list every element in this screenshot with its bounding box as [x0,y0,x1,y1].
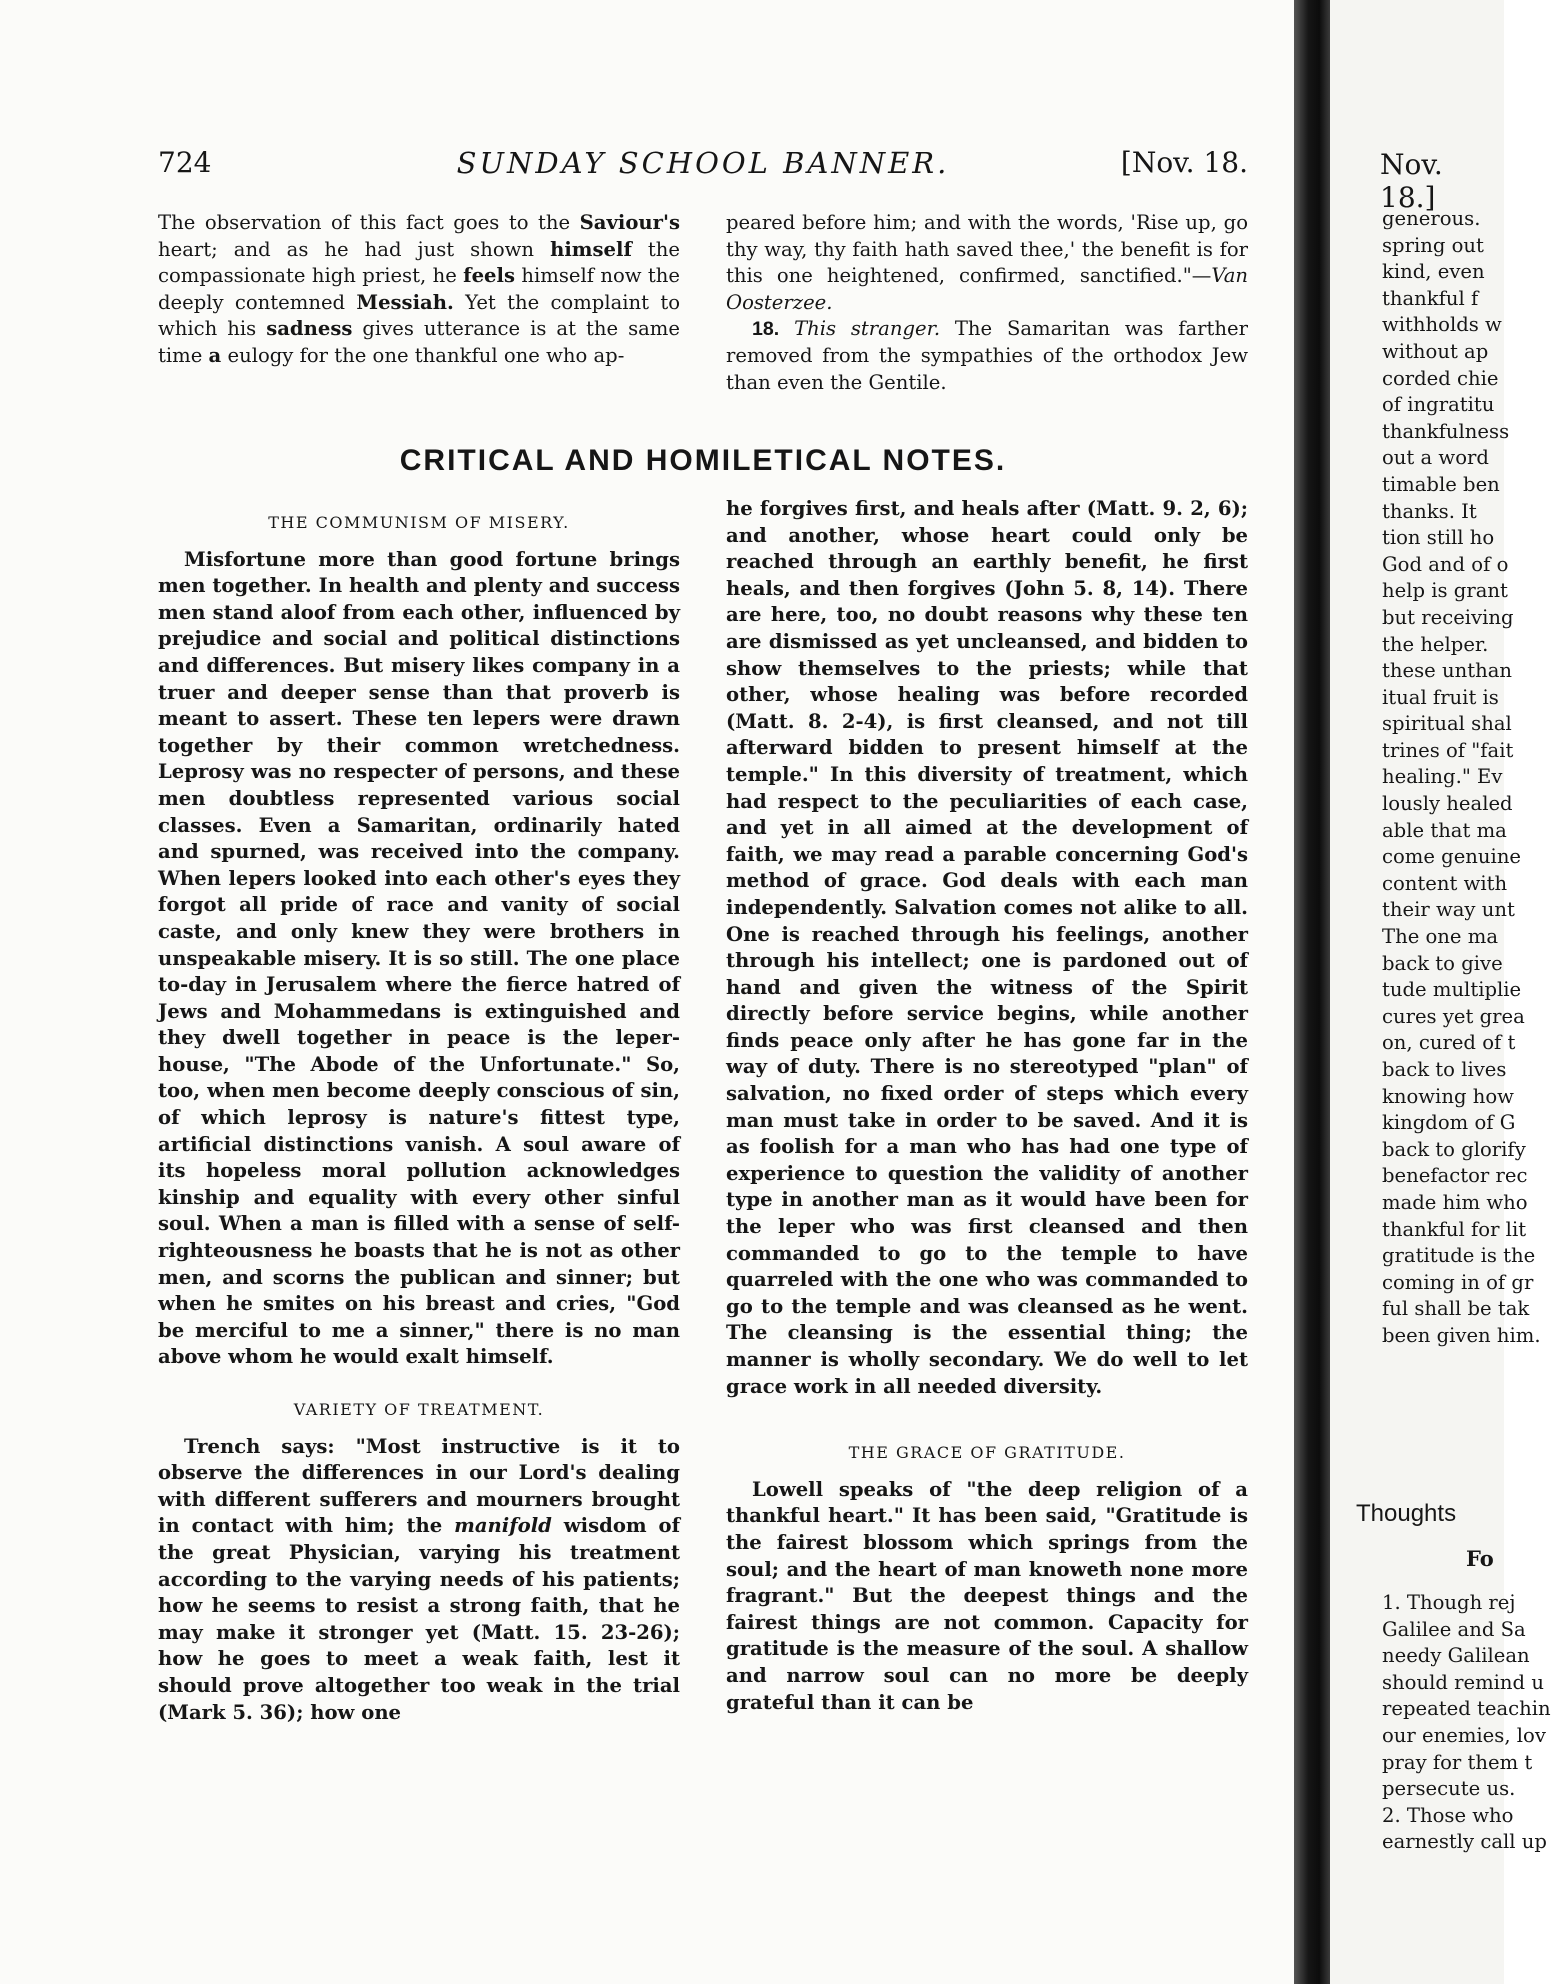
text-line: benefactor rec [1382,1164,1528,1188]
text-line: thankfulness [1382,419,1510,443]
text-line: able that ma [1382,818,1507,842]
text-run: The observation of this fact goes to the [158,211,580,234]
section-text-grace-of-gratitude: Lowell speaks of "the deep religion of a thankful heart." It has been said, "Gratitude is the fairest blossom which springs from the soul; and the heart of man knoweth none more fragrant." But the deepest things and the fairest things are not common. Capacity for gratitude is the measure of the soul. A shallow and narrow soul can no more be deeply grateful than it can be [726,1477,1248,1714]
verse-note-18: 18. This stranger. The Samaritan was farther removed from the sympathies of the orthodox Jew than even the Gentile. [726,317,1248,394]
quote-author: Van Oosterzee. [726,264,1248,314]
text-run: a [208,343,222,367]
text-line: repeated teachin [1382,1697,1551,1721]
text-line: our enemies, lov [1382,1723,1546,1747]
text-run: sadness [266,317,353,341]
text-line: thankful f [1382,286,1479,310]
text-line: thanks. It [1382,499,1477,523]
top-left-column [158,210,680,370]
text-run: feels [463,264,515,288]
page-header [158,146,1248,186]
next-page-subheading: Fo [1466,1546,1494,1571]
text-line: gratitude is the [1382,1244,1536,1268]
text-line: out a word [1382,446,1489,470]
text-run: the compassionate high priest, he [158,237,680,288]
top-left-paragraph [158,210,680,370]
text-line: trines of "fait [1382,738,1514,762]
section-text-communism-of-misery: Misfortune more than good fortune brings men together. In health and plenty and success men stand aloof from each other, influenced by prejudice and social and political distinctions and differences. But misery likes company in a truer and deeper sense than that proverb is meant to assert. These ten lepers were drawn together by their common wretchedness. Leprosy was no respecter of persons, and these men doubtless represented various social classes. Even a Samaritan, ordinarily hated and spurned, was received into the company. When lepers looked into each other's eyes they forgot all pride of race and vanity of social caste, and only knew they were brothers in unspeakable misery. It is so still. The one place to-day in Jerusalem where the fierce hatred of Jews and Mohammedans is extinguished and they dwell together in peace is the leper-house, "The Abode of the Unfortunate." So, too, when men become deeply conscious of sin, of which leprosy is nature's fittest type, artificial distinctions vanish. A soul aware of its hopeless moral pollution acknowledges kinship and equality with every other sinful soul. When a man is filled with a sense of self-righteousness he boasts that he is not as other men, and scorns the publican and sinner; but when he smites on his breast and cries, "God be merciful to me a sinner," there is no man above whom he would exalt himself. [158,547,680,1369]
text-line: 2. Those who [1382,1803,1514,1827]
text-line: healing." Ev [1382,765,1503,789]
right-column [726,496,1248,1716]
text-line: kingdom of G [1382,1111,1516,1135]
text-line: tude multiplie [1382,978,1522,1002]
top-right-paragraph-1: peared before him; and with the words, 'Rise up, go thy way, thy faith hath saved thee,' the benefit is for this one heightened, confirmed, sanctified."—Van Oosterzee. [726,211,1248,314]
text-line: tion still ho [1382,526,1495,550]
text-line: content with [1382,871,1508,895]
text-line: without ap [1382,339,1489,363]
text-line: coming in of gr [1382,1270,1534,1294]
text-line: 1. Though rej [1382,1591,1516,1614]
text-line: spiritual shal [1382,712,1512,736]
text-line: generous. [1382,207,1481,230]
text-line: withholds w [1382,313,1502,337]
section-text-variety-of-treatment: Trench says: "Most instructive is it to observe the differences in our Lord's dealing with different sufferers and mourners brought in contact with him; the manifold wisdom of the great Physician, varying his treatment according to the varying needs of his patients; how he seems to resist a strong faith, that he may make it stronger yet (Matt. 15. 23-26); how he goes to meet a weak faith, lest it should prove altogether too weak in the trial (Mark 5. 36); how one [158,1434,681,1724]
text-line: but receiving [1382,605,1514,629]
text-line: should remind u [1382,1670,1544,1694]
text-line: The one ma [1382,925,1499,949]
text-run: heart; and as he had just shown [158,237,551,261]
text-line: persecute us. [1382,1777,1516,1801]
text-line: itual fruit is [1382,685,1499,709]
text-line: timable ben [1382,472,1500,496]
text-line: God and of o [1382,552,1509,576]
text-line: come genuine [1382,845,1522,869]
text-line: ful shall be tak [1382,1297,1530,1321]
variety-of-treatment-continued: he forgives first, and heals after (Matt. 9. 2, 6); and another, whose heart could only be reached through an earthly benefit, he first heals, and then forgives (John 5. 8, 14). There are here, too, no doubt reasons why these ten are dismissed as yet uncleansed, and bidden to show themselves to the priests; while that other, whose healing was before recorded (Matt. 8. 2-4), is first cleansed, and not till afterward bidden to present himself at the temple." In this diversity of treatment, which had respect to the peculiarities of each case, and yet in all aimed at the development of faith, we may read a parable concerning God's method of grace. God deals with each man independently. Salvation comes not alike to all. One is reached through his feelings, another through his intellect; one is pardoned out of hand and given the witness of the Spirit directly before service begins, while another finds peace only after he has gone far in the way of duty. There is no stereotyped "plan" of salvation, no fixed order of steps which every man must take in order to be saved. And it is as foolish for a man who has had one type of experience to question the validity of another type in another man as it would have been for the leper who was first cleansed and then commanded to go to the temple to have quarreled with the one who was commanded to go to the temple and was cleansed as he went. The cleansing is the essential thing; the manner is wholly secondary. We do well to let grace work in all needed diversity. [726,497,1248,1398]
text-line: been given him. [1382,1323,1541,1347]
text-line: corded chie [1382,366,1499,390]
text-line: their way unt [1382,898,1515,922]
page-number: 724 [158,146,212,179]
text-line: help is grant [1382,579,1508,603]
text-line: of ingratitu [1382,393,1495,417]
section-title-grace-of-gratitude: THE GRACE OF GRATITUDE. [848,1443,1126,1463]
text-line: needy Galilean [1382,1644,1530,1668]
next-page-header: Nov. 18.] [1380,148,1443,214]
text-run: Yet the complaint to which his [158,290,680,341]
text-line: pray for them t [1382,1750,1533,1774]
text-run: Saviour's [579,211,680,234]
text-line: the helper. [1382,632,1489,656]
text-line: back to lives [1382,1058,1507,1081]
next-page-column-2 [1382,1590,1551,1856]
text-line: knowing how [1382,1084,1514,1108]
section-title-variety-of-treatment: VARIETY OF TREATMENT. [293,1400,545,1419]
next-page-section-heading: Thoughts [1356,1500,1457,1527]
text-run: eulogy for the one thankful one who ap- [221,343,625,367]
text-line: Galilee and Sa [1382,1617,1526,1641]
left-column [158,496,680,1726]
section-title-communism-of-misery: THE COMMUNISM OF MISERY. [268,513,570,532]
text-line: made him who [1382,1190,1528,1214]
text-line: thankful for lit [1382,1217,1527,1241]
text-line: these unthan [1382,659,1512,683]
header-date: [Nov. 18. [1120,146,1248,179]
text-line: earnestly call up [1382,1830,1547,1854]
right-page-fragment [1330,0,1551,1984]
text-run: gives utterance is at the same time [158,317,680,367]
text-line: back to give [1382,951,1503,975]
top-right-column [726,210,1248,396]
text-line: on, cured of t [1382,1031,1516,1055]
text-run: himself now the deeply contemned [158,264,680,314]
text-line: kind, even [1382,260,1485,284]
next-page-column [1382,206,1542,1350]
text-line: spring out [1382,233,1484,257]
main-heading: CRITICAL AND HOMILETICAL NOTES. [399,444,1007,477]
text-run: Messiah. [356,290,454,314]
book-gutter [1294,0,1330,1984]
text-line: cures yet grea [1382,1004,1525,1028]
text-line: back to glorify [1382,1137,1526,1161]
text-run: himself [550,237,632,261]
text-line: lously healed [1382,792,1513,816]
running-title: SUNDAY SCHOOL BANNER. [456,146,950,180]
